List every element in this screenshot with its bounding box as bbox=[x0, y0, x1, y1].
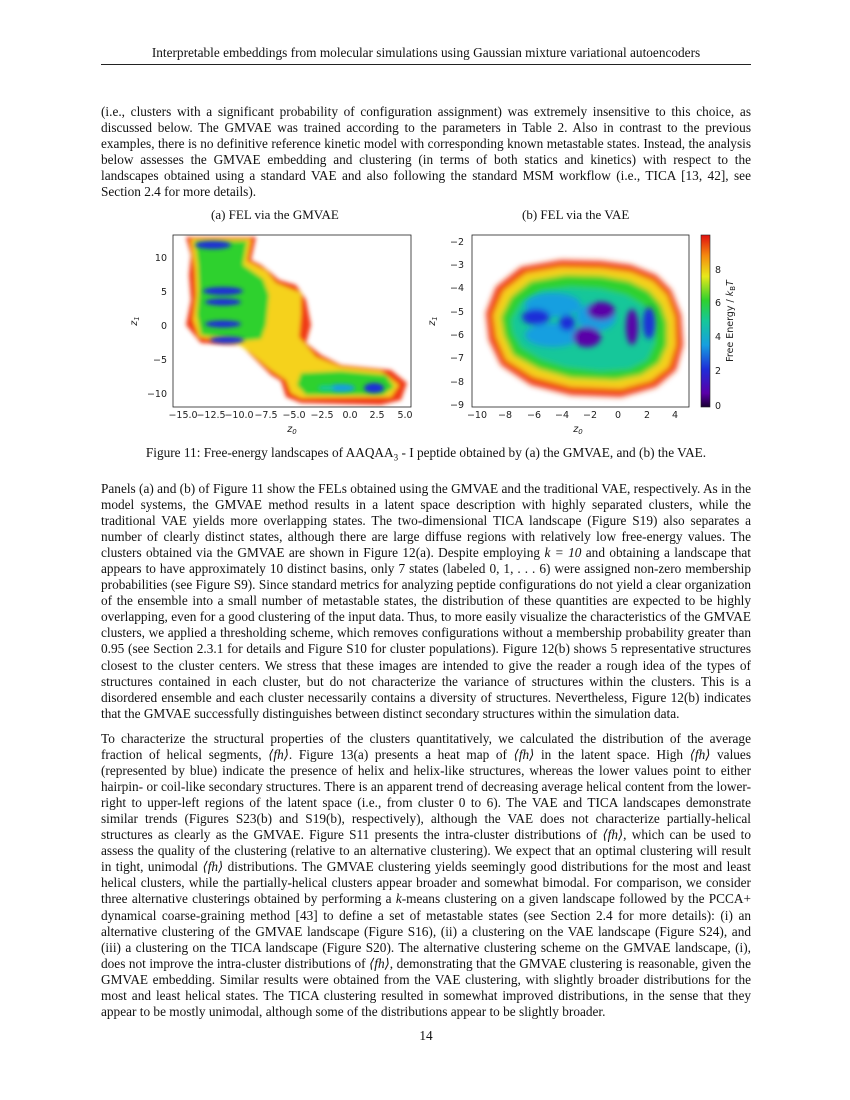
running-title: Interpretable embeddings from molecular simulations using Gaussian mixture variational autoencoders bbox=[101, 44, 751, 65]
a-ytick: 10 bbox=[154, 253, 167, 264]
b-ytick: −8 bbox=[449, 377, 464, 388]
inline-math: k bbox=[395, 891, 402, 907]
a-xtick: 2.5 bbox=[369, 410, 385, 421]
b-ytick: −9 bbox=[449, 400, 464, 411]
b-xtick: 2 bbox=[643, 410, 651, 421]
text-run: Panels (a) and (b) of Figure 11 show the FELs obtained using the GMVAE and the traditional VAE, respectively. As in the model systems, the GMVAE method results in a latent space description with highly separated clusters, while the traditional VAE yields more overlapping states. The two-dimensional TICA landscape (Figure S19) also separates a number of clearly distinct states, although there are large diffuse regions with relatively low free-energy values. The clusters obtained via the GMVAE are shown in Figure 12(a). Despite employing bbox=[101, 481, 751, 561]
b-xtick: −10 bbox=[466, 410, 488, 421]
b-ytick: −7 bbox=[449, 353, 464, 364]
b-ylabel: $z_1$ bbox=[427, 316, 439, 326]
a-xtick: −7.5 bbox=[254, 410, 278, 421]
b-ytick: −6 bbox=[449, 330, 464, 341]
b-xtick: −4 bbox=[554, 410, 570, 421]
intro-paragraph: (i.e., clusters with a significant probability of configuration assignment) was extremely insensitive to this choice, as discussed below. The GMVAE was trained according to the parameters in Table 2. Also in contrast to the previous examples, there is no definitive reference kinetic model with corresponding known metastable states. Instead, the analysis below assesses the GMVAE embedding and clustering (in terms of both statics and kinetics) with respect to the landscapes obtained using a standard VAE and also following the standard MSM workflow (i.e., TICA [13, 42], see Section 2.4 for more details). bbox=[101, 104, 751, 200]
text-run: ). The VAE and TICA landscapes demonstrate similar trends (Figures S23(b) and S19(b), respectively), although the VAE does not characterize partially-helical structures as clearly as the GMVAE. Figure S11 presents the intra-cluster distributions of bbox=[101, 795, 751, 843]
inline-math: ⟨fh⟩ bbox=[202, 859, 224, 875]
colorbar bbox=[701, 235, 710, 407]
b-xtick: 4 bbox=[671, 410, 679, 421]
text-run: -means clustering on a given landscape followed by the PCCA+ dynamical coarse-graining method [43] to define a set of metastable states (see Section 2.4 for more details): (i) an alternative clustering of the GMVAE landscape (Figure S16), (ii) a clustering on the VAE landscape (Figure S24), and (iii) a clustering on the TICA landscape (Figure S20). The alternative clustering scheme on the GMVAE landscape, (i), does not improve the intra-cluster distributions of bbox=[101, 891, 751, 971]
text-run: , demonstrating that the GMVAE clustering is reasonable, given the GMVAE embedding. Similar results were obtained from the VAE clustering, with slightly broader distributions for the most and least helical states. The TICA clustering resulted in somewhat improved distributions, in the sense that they appear to be mostly unimodal, although some of the distributions appear to be slightly broader. bbox=[101, 955, 751, 1019]
a-xtick: 5.0 bbox=[397, 410, 413, 421]
a-xlabel: $z_0$ bbox=[287, 424, 297, 436]
b-xtick: −6 bbox=[526, 410, 542, 421]
panel-a-heatmap bbox=[186, 237, 407, 405]
a-ytick: −5 bbox=[152, 355, 167, 366]
a-xtick: −10.0 bbox=[224, 410, 254, 421]
a-ylabel: $z_1$ bbox=[129, 316, 141, 326]
text-run: , which can be used to assess the quality of the clustering (relative to an alternative clustering). We expect that an optimal clustering will result in tight, unimodal bbox=[101, 827, 751, 875]
text-run: and obtaining a landscape that appears to have approximately 10 distinct basins, only 7 states (labeled bbox=[101, 545, 751, 577]
colorbar-ticks bbox=[715, 265, 721, 412]
inline-math: k = 10 bbox=[544, 545, 582, 561]
body-paragraph-1 bbox=[101, 481, 751, 722]
b-ytick: −2 bbox=[449, 237, 464, 248]
a-xtick: −5.0 bbox=[282, 410, 306, 421]
text-run: ) were assigned non-zero membership probabilities (see Figure S9). Since standard metrics for analyzing peptide configurations do not yield a clear organization of the ensemble into a small number of metastable states, the distribution of these quantities are expected to be highly overlapping, even for a good clustering of the input data. Thus, to more easily visualize the characteristics of the GMVAE clusters, we applied a thresholding scheme, which removes configurations without a membership probability greater than 0.95 (see Section 2.3.1 for details and Figure S10 for cluster populations). Figure 12(b) shows 5 representative structures closest to the cluster centers. We stress that these images are intended to give the reader a rough idea of the types of structures contained in each cluster, but do not characterize the variance of structures within the clusters. This is a disordered ensemble and each cluster necessarily contains a diversity of structures. Nevertheless, Figure 12(b) indicates that the GMVAE successfully distinguishes between distinct secondary structures within the simulation data. bbox=[101, 561, 752, 721]
inline-math: ⟨fh⟩ bbox=[369, 955, 390, 971]
a-ytick: −10 bbox=[146, 389, 167, 400]
cbar-tick: 4 bbox=[715, 332, 722, 343]
b-xtick: 0 bbox=[614, 410, 622, 421]
text-run: values (represented by blue) indicate the presence of helix and helix-like structures, whereas the lower values point to either hairpin- or coil-like secondary structures. There is an apparent trend of decreasing average helical content from the lower-right to upper-left regions of the latent space (i.e., from cluster bbox=[101, 747, 752, 811]
inline-math: 0, 1, . . . 6 bbox=[489, 561, 546, 577]
inline-math: ⟨fh⟩ bbox=[602, 827, 624, 843]
text-run: to bbox=[465, 795, 487, 811]
text-run: To characterize the structural properties of the clusters quantitatively, we calculated the distribution of the average fraction of helical segments, bbox=[101, 731, 751, 763]
b-ytick: −3 bbox=[449, 260, 464, 271]
a-ytick: 5 bbox=[160, 287, 167, 298]
cbar-tick: 2 bbox=[715, 366, 722, 377]
b-xlabel: $z_0$ bbox=[573, 424, 583, 436]
body-paragraph-2 bbox=[101, 731, 751, 1020]
inline-math: 0 bbox=[458, 795, 466, 811]
text-run: distributions. The GMVAE clustering yields seemingly good distributions for the most and least helical clusters, while the partially-helical clusters appear broader and somewhat bimodal. For comparison, we consider three alternative clusterings obtained by performing a bbox=[101, 859, 751, 907]
b-ytick: −4 bbox=[449, 283, 464, 294]
inline-math: ⟨fh⟩ bbox=[513, 747, 535, 763]
a-xtick: −2.5 bbox=[310, 410, 334, 421]
page-number: 14 bbox=[419, 1028, 433, 1043]
figure-caption: Figure 11: Free-energy landscapes of $AAQAA_3$ - I peptide obtained by (a) the GMVAE, and (b) the VAE. bbox=[145, 445, 707, 463]
figure-11 bbox=[101, 205, 751, 445]
b-xtick: −8 bbox=[497, 410, 513, 421]
inline-math: ⟨fh⟩ bbox=[689, 747, 711, 763]
b-ytick: −5 bbox=[449, 307, 464, 318]
text-run: in the latent space. High bbox=[534, 747, 690, 763]
panel-b-title: (b) FEL via the VAE bbox=[522, 207, 630, 222]
panel-a-title: (a) FEL via the GMVAE bbox=[211, 207, 339, 222]
a-xtick: 0.0 bbox=[342, 410, 358, 421]
inline-math: 6 bbox=[486, 795, 494, 811]
a-ytick: 0 bbox=[160, 321, 167, 332]
figure-11-plots bbox=[101, 205, 751, 445]
cbar-tick: 8 bbox=[715, 265, 722, 276]
cbar-tick: 0 bbox=[715, 401, 722, 412]
cbar-tick: 6 bbox=[715, 298, 722, 309]
b-xtick: −2 bbox=[582, 410, 598, 421]
text-run: . Figure 13(a) presents a heat map of bbox=[288, 747, 514, 763]
a-xtick: −12.5 bbox=[196, 410, 226, 421]
inline-math: ⟨fh⟩ bbox=[268, 747, 289, 763]
a-xtick: −15.0 bbox=[168, 410, 198, 421]
colorbar-label: Free Energy / $k_BT$ bbox=[725, 280, 737, 362]
